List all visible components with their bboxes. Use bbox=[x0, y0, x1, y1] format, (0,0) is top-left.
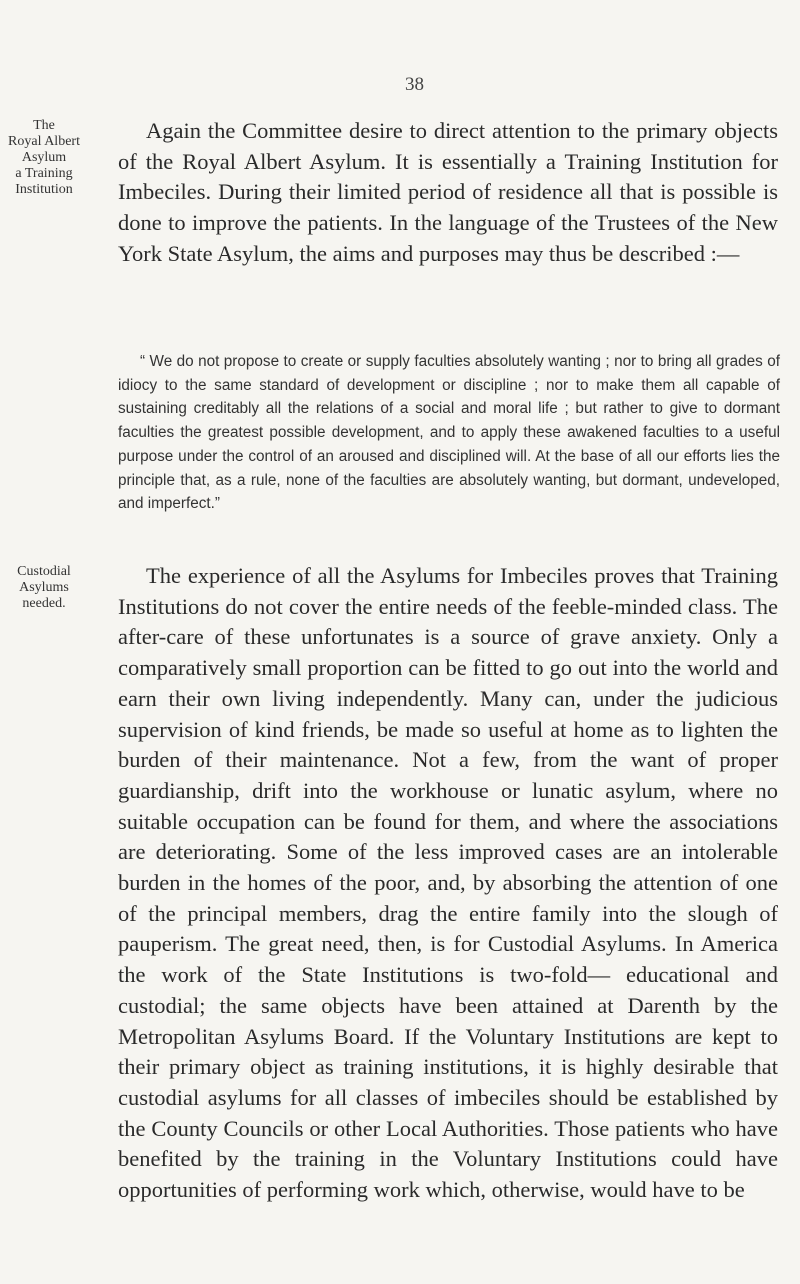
page-number: 38 bbox=[405, 74, 424, 95]
margin-note-line: The bbox=[33, 118, 55, 133]
paragraph-intro: Again the Committee desire to direct attention to the primary objects of the Royal Albert Asylum. It is essentially a Training Institution for Imbeciles. During their limited period of residence all that is possible is done to improve the patients. In the language of the Trustees of the New York State Asylum, the aims and purposes may thus be described :— bbox=[118, 118, 778, 266]
margin-note-line: Asylum bbox=[21, 150, 67, 165]
margin-note-line: Royal Albert bbox=[8, 134, 80, 149]
quotation-block: “ We do not propose to create or supply faculties absolutely wanting ; nor to bring all grades of idiocy to the same standard of development or discipline ; nor to make them all capable of sustaining creditably all the relations of a social and moral life ; but rather to give to dormant faculties the greatest possible development, and to apply these awakened faculties to a useful purpose under the control of an aroused and disciplined will. At the base of all our efforts lies the principle that, as a rule, none of the faculties are absolutely wanting, but dormant, undeveloped, and imperfect.” bbox=[118, 353, 780, 513]
margin-note-line: Asylums bbox=[19, 580, 69, 595]
margin-note-royal-albert bbox=[0, 118, 88, 198]
margin-note-line: Institution bbox=[15, 182, 73, 197]
margin-note-line: needed. bbox=[22, 596, 66, 611]
paragraph-custodial: The experience of all the Asylums for Imbeciles proves that Training Institutions do not cover the entire needs of the feeble-minded class. The after-care of these unfortunates is a source of grave anxiety. Only a comparatively small proportion can be fitted to go out into the world and earn their own living independently. Many can, under the judicious supervision of kind friends, be made so useful at home as to lighten the burden of their maintenance. Not a few, from the want of proper guardianship, drift into the workhouse or lunatic asylum, where no suitable occupation can be found for them, and where the associations are deteriorating. Some of the less improved cases are an intolerable burden in the homes of the poor, and, by absorbing the attention of one of the principal members, drag the entire family into the slough of pauperism. The great need, then, is for Custodial Asylums. In America the work of the State Institutions is two-fold— educational and custodial; the same objects have been attained at Darenth by the Metropolitan Asylums Board. If the Voluntary Institutions are kept to their primary object as training institutions, it is highly desirable that custodial asylums for all classes of imbeciles should be established by the County Councils or other Local Authorities. Those patients who have benefited by the training in the Voluntary Institutions could have opportunities of performing work which, otherwise, would have to be bbox=[118, 563, 778, 1203]
margin-note-line: Custodial bbox=[17, 564, 71, 579]
margin-note-line: a Training bbox=[15, 166, 73, 181]
margin-note-custodial bbox=[0, 564, 88, 612]
